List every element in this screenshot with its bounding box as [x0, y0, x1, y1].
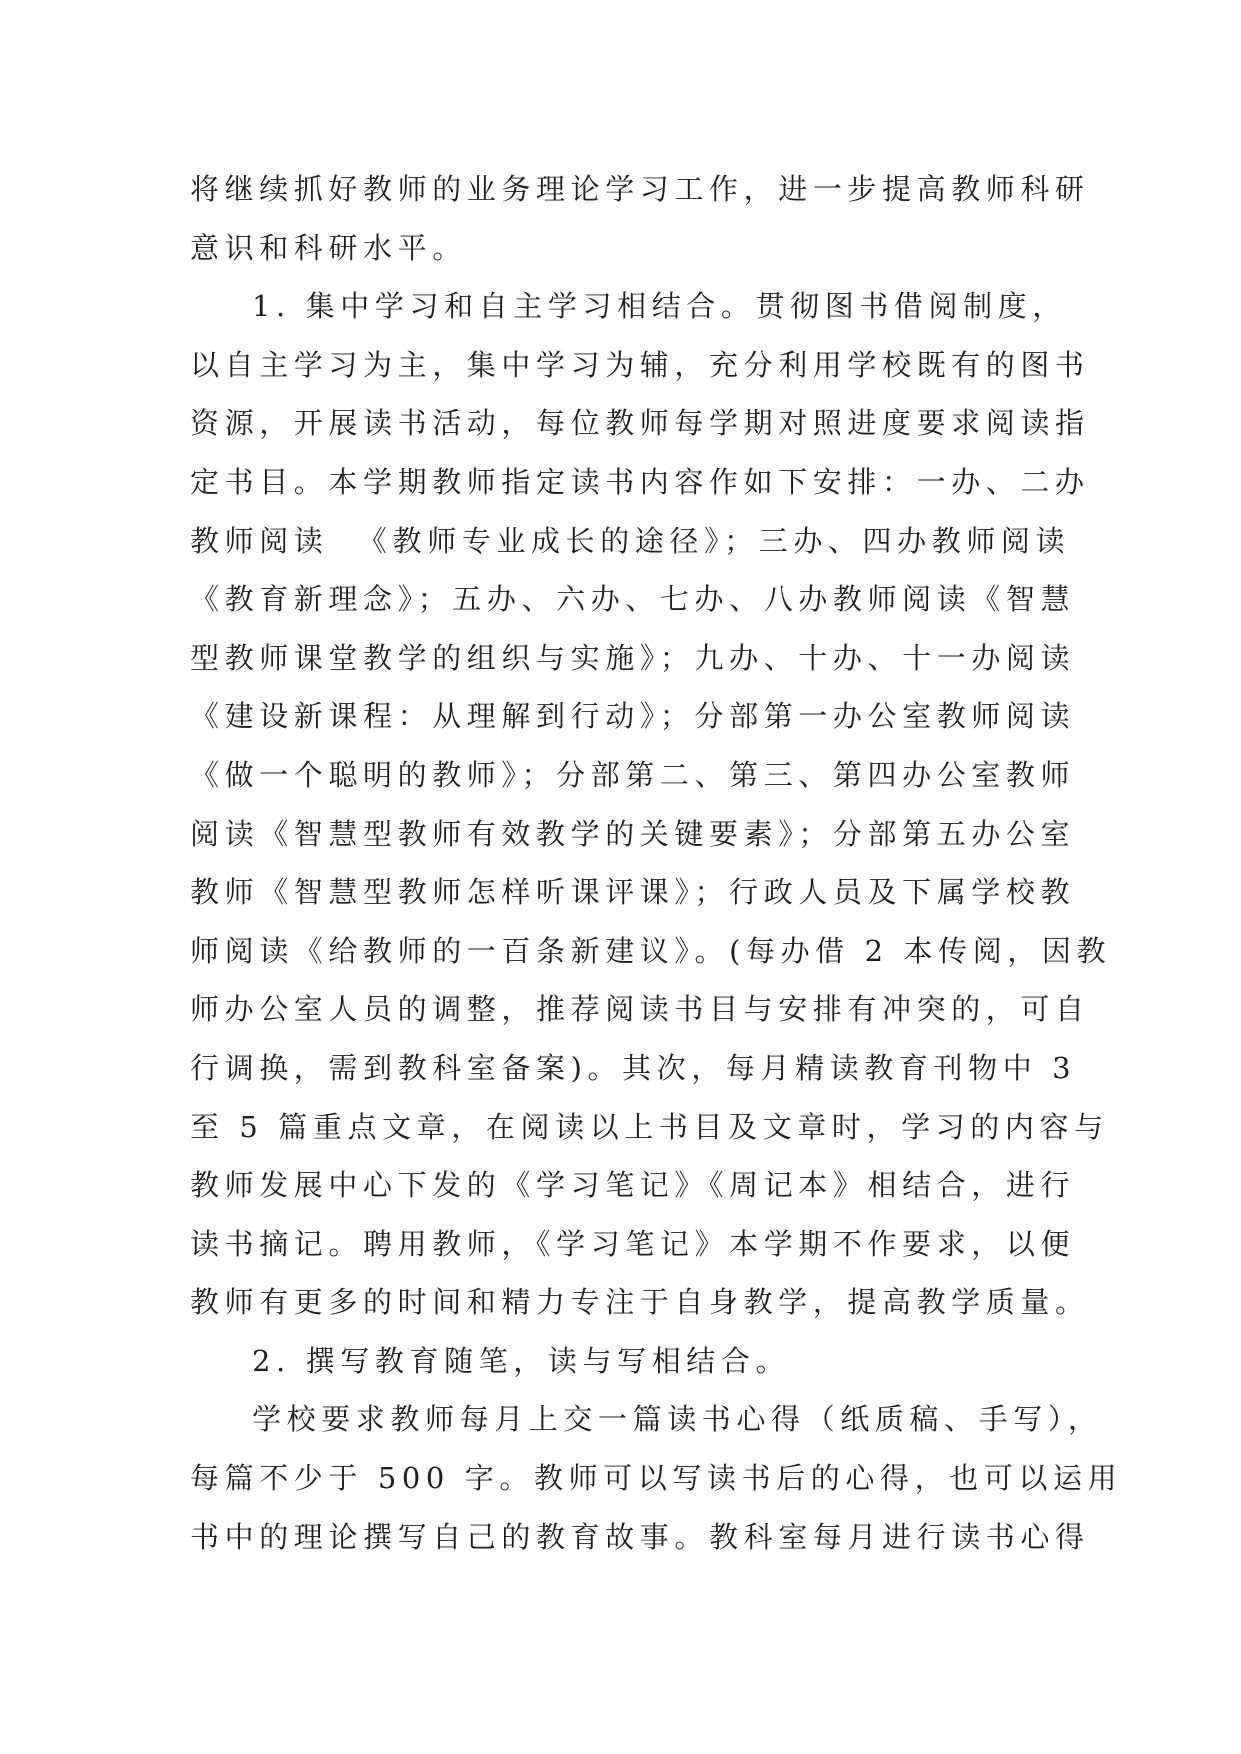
text-line: 至 5 篇重点文章，在阅读以上书目及文章时，学习的内容与 [190, 1109, 1109, 1144]
text-line: 《做一个聪明的教师》；分部第二、第三、第四办公室教师 [190, 757, 1076, 792]
text-line: 读书摘记。聘用教师，《学习笔记》本学期不作要求，以便 [190, 1226, 1076, 1261]
body-text [190, 160, 1123, 1566]
text-line: 行调换，需到教科室备案)。其次，每月精读教育刊物中 3 [190, 1050, 1077, 1085]
text-line: 书中的理论撰写自己的教育故事。教科室每月进行读书心得 [190, 1519, 1090, 1554]
text-line: 学校要求教师每月上交一篇读书心得（纸质稿、手写）， [252, 1402, 1103, 1437]
text-line: 师阅读《给教师的一百条新建议》。(每办借 2 本传阅，因教 [190, 933, 1112, 968]
text-line: 将继续抓好教师的业务理论学习工作，进一步提高教师科研 [190, 172, 1090, 206]
text-line: 定书目。本学期教师指定读书内容作如下安排：一办、二办 [190, 464, 1090, 499]
text-line: 教师发展中心下发的《学习笔记》《周记本》相结合，进行 [190, 1168, 1076, 1203]
text-line: 1. 集中学习和自主学习相结合。贯彻图书借阅制度， [252, 289, 1067, 324]
text-line: 教师有更多的时间和精力专注于自身教学，提高教学质量。 [190, 1285, 1090, 1320]
text-line: 教师阅读 《教师专业成长的途径》；三办、四办教师阅读 [190, 523, 1071, 558]
text-line: 型教师课堂教学的组织与实施》；九办、十办、十一办阅读 [190, 640, 1076, 675]
text-line: 意识和科研水平。 [190, 230, 467, 265]
text-line: 教师《智慧型教师怎样听课评课》；行政人员及下属学校教 [190, 875, 1076, 910]
text-line: 《建设新课程：从理解到行动》；分部第一办公室教师阅读 [190, 699, 1076, 734]
text-line: 资源，开展读书活动，每位教师每学期对照进度要求阅读指 [190, 406, 1090, 441]
text-line: 以自主学习为主，集中学习为辅，充分利用学校既有的图书 [190, 347, 1090, 382]
text-line: 2. 撰写教育随笔，读与写相结合。 [252, 1343, 791, 1378]
text-line: 阅读《智慧型教师有效教学的关键要素》；分部第五办公室 [190, 816, 1076, 851]
text-line: 《教育新理念》；五办、六办、七办、八办教师阅读《智慧 [190, 582, 1076, 617]
text-line: 师办公室人员的调整，推荐阅读书目与安排有冲突的，可自 [190, 992, 1090, 1027]
text-line: 每篇不少于 500 字。教师可以写读书后的心得，也可以运用 [190, 1461, 1123, 1496]
